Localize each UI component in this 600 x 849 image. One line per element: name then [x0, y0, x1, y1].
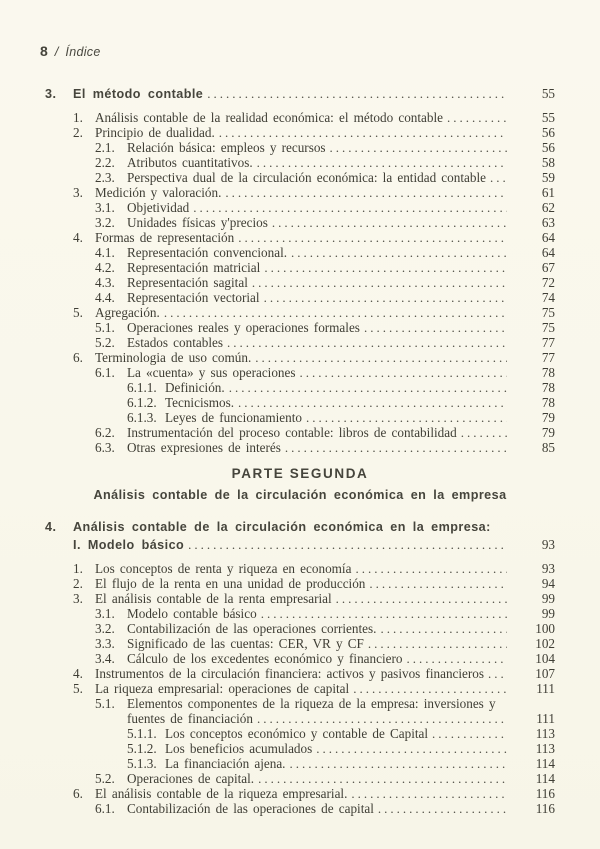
entry-number: 4.: [73, 230, 83, 245]
entry-number: 4.3.: [95, 275, 115, 290]
toc-entry: [95, 320, 555, 335]
dot-leader: [447, 110, 507, 125]
page-ref: 78: [541, 395, 555, 410]
page-ref: 55: [541, 86, 555, 101]
entry-title: Representación sagital: [127, 275, 248, 290]
entry-number: 3.1.: [95, 606, 115, 621]
dot-leader: [353, 681, 507, 696]
entry-title: Cálculo de los excedentes económico y financiero: [127, 651, 403, 666]
toc-entry: [95, 200, 555, 215]
entry-number: 2.: [73, 125, 83, 140]
toc-entry: [73, 125, 555, 140]
dot-leader: [227, 335, 507, 350]
dot-leader: [219, 125, 507, 140]
chapter-number: 3.: [45, 87, 57, 101]
page-ref: 64: [541, 245, 555, 260]
page-ref: 99: [541, 606, 555, 621]
page-ref: 116: [535, 786, 555, 801]
chapter-heading: [45, 85, 555, 103]
page-ref: 107: [535, 666, 555, 681]
entry-title: Contabilización de las operaciones de capital: [127, 801, 374, 816]
toc-entry: [73, 230, 555, 245]
entry-number: 6.: [73, 786, 83, 801]
dot-leader: [257, 711, 507, 726]
page-ref: 93: [541, 561, 555, 576]
toc-entry: [73, 786, 555, 801]
toc-entry: [95, 155, 555, 170]
dot-leader: [355, 561, 507, 576]
entry-number: 6.1.: [95, 801, 115, 816]
entry-title: La financiación ajena.: [165, 756, 286, 771]
entry-title: Contabilización de las operaciones corrientes.: [127, 621, 377, 636]
entry-number: 6.1.2.: [127, 395, 157, 410]
dot-leader: [316, 741, 507, 756]
dot-leader: [207, 85, 507, 102]
entry-title: Atributos cuantitativos.: [127, 155, 253, 170]
entry-title: Objetividad: [127, 200, 190, 215]
toc-entry: [95, 621, 555, 636]
toc-entry: [95, 696, 555, 711]
entry-number: 5.1.1.: [127, 726, 157, 741]
dot-leader: [164, 305, 507, 320]
running-head: [40, 43, 101, 59]
chapter-title: El método contable: [73, 87, 204, 101]
page-ref: 79: [541, 425, 555, 440]
entry-title: Formas de representación: [95, 230, 235, 245]
entry-title: Unidades físicas y'precios: [127, 215, 268, 230]
page-ref: 94: [541, 576, 555, 591]
toc-entry: [73, 350, 555, 365]
page-ref: 77: [541, 350, 555, 365]
part-divider: [0, 465, 600, 503]
entry-title: El análisis contable de la riqueza empresarial.: [95, 786, 348, 801]
toc-entry: [95, 801, 555, 816]
toc-entry: [73, 576, 555, 591]
dot-leader: [432, 726, 507, 741]
chapter-heading-line2: [73, 536, 555, 554]
entry-number: 2.: [73, 576, 83, 591]
page-ref: 102: [535, 636, 555, 651]
toc-entry: [73, 110, 555, 125]
toc-entry: [127, 726, 555, 741]
entry-title: Representación vectorial: [127, 290, 260, 305]
dot-leader: [364, 320, 507, 335]
dot-leader: [461, 425, 507, 440]
entry-title: La riqueza empresarial: operaciones de capital: [95, 681, 350, 696]
page-ref: 104: [535, 651, 555, 666]
entry-title: Agregación.: [95, 305, 160, 320]
page-ref: 59: [541, 170, 555, 185]
dot-leader: [300, 365, 507, 380]
book-section-title: Índice: [65, 45, 101, 59]
toc-entry: [127, 395, 555, 410]
page-ref: 64: [541, 230, 555, 245]
dot-leader: [225, 185, 507, 200]
chapter-title-continuation: I. Modelo básico: [73, 538, 185, 552]
entry-number: 5.2.: [95, 335, 115, 350]
page-ref: 113: [535, 741, 555, 756]
toc-entry: [95, 425, 555, 440]
entry-title: Principio de dualidad.: [95, 125, 215, 140]
entry-title: Los conceptos económico y contable de Capital: [165, 726, 429, 741]
toc-entry: [95, 290, 555, 305]
toc-entry: [95, 651, 555, 666]
entry-number: 3.: [73, 591, 83, 606]
dot-leader: [330, 140, 507, 155]
page-ref: 55: [541, 110, 555, 125]
entry-number: 4.1.: [95, 245, 115, 260]
toc-entry: [73, 305, 555, 320]
chapter-title: Análisis contable de la circulación económica en la empresa:: [73, 520, 491, 534]
toc-entry: [127, 741, 555, 756]
dot-leader: [490, 170, 507, 185]
page-ref: 79: [541, 410, 555, 425]
chapter-number: 4.: [45, 520, 57, 534]
page-ref: 56: [541, 140, 555, 155]
toc-entry: [95, 365, 555, 380]
entry-title-continuation: fuentes de financiación: [127, 711, 253, 726]
page-ref: 75: [541, 305, 555, 320]
page-ref: 113: [535, 726, 555, 741]
page-ref: 100: [535, 621, 555, 636]
entry-number: 2.3.: [95, 170, 115, 185]
entry-number: 4.: [73, 666, 83, 681]
entry-number: 6.: [73, 350, 83, 365]
dot-leader: [264, 260, 507, 275]
dot-leader: [229, 380, 507, 395]
page-ref: 62: [541, 200, 555, 215]
toc-entry: [95, 636, 555, 651]
entry-number: 3.: [73, 185, 83, 200]
toc-entry: [95, 140, 555, 155]
toc-entry-continuation: [127, 711, 555, 726]
part-subtitle: Análisis contable de la circulación económica en la empresa: [93, 488, 507, 502]
dot-leader: [255, 350, 507, 365]
entry-number: 3.3.: [95, 636, 115, 651]
dot-leader: [369, 576, 507, 591]
entry-number: 1.: [73, 110, 83, 125]
entry-number: 3.4.: [95, 651, 115, 666]
page-ref: 77: [541, 335, 555, 350]
chapter-entries: [0, 561, 600, 816]
entry-number: 2.2.: [95, 155, 115, 170]
toc-entry: [95, 215, 555, 230]
dot-leader: [257, 155, 507, 170]
entry-number: 5.1.: [95, 320, 115, 335]
toc-entry: [95, 606, 555, 621]
page-ref: 114: [535, 756, 555, 771]
entry-title: Análisis contable de la realidad económica: el método contable: [95, 110, 444, 125]
entry-title: Relación básica: empleos y recursos: [127, 140, 326, 155]
page-ref: 67: [541, 260, 555, 275]
entry-number: 6.1.1.: [127, 380, 157, 395]
entry-title: El análisis contable de la renta empresarial: [95, 591, 332, 606]
entry-number: 4.2.: [95, 260, 115, 275]
page-ref: 75: [541, 320, 555, 335]
page-ref: 93: [541, 537, 555, 552]
page-ref: 99: [541, 591, 555, 606]
entry-title: Instrumentación del proceso contable: libros de contabilidad: [127, 425, 457, 440]
entry-number: 1.: [73, 561, 83, 576]
toc-entry: [73, 666, 555, 681]
dot-leader: [378, 801, 507, 816]
toc-entry: [127, 380, 555, 395]
toc-entry: [73, 681, 555, 696]
dot-leader: [258, 771, 507, 786]
entry-number: 3.1.: [95, 200, 115, 215]
toc-entry: [95, 260, 555, 275]
toc-entry: [95, 275, 555, 290]
toc-entry: [73, 185, 555, 200]
entry-title: Otras expresiones de interés: [127, 440, 281, 455]
dot-leader: [368, 636, 507, 651]
entry-number: 5.1.2.: [127, 741, 157, 756]
page-ref: 78: [541, 380, 555, 395]
entry-title: Medición y valoración.: [95, 185, 222, 200]
dot-leader: [252, 275, 507, 290]
entry-title: Perspectiva dual de la circulación económica: la entidad contable: [127, 170, 486, 185]
part-title: PARTE SEGUNDA: [231, 466, 369, 481]
entry-number: 2.1.: [95, 140, 115, 155]
toc-entry: [127, 756, 555, 771]
page-ref: 58: [541, 155, 555, 170]
entry-number: 6.1.: [95, 365, 115, 380]
entry-title: El flujo de la renta en una unidad de producción: [95, 576, 366, 591]
entry-title: Los beneficios acumulados: [165, 741, 313, 756]
dot-leader: [306, 410, 507, 425]
entry-title: Operaciones de capital.: [127, 771, 255, 786]
dot-leader: [336, 591, 507, 606]
page-ref: 111: [536, 681, 555, 696]
page-ref: 78: [541, 365, 555, 380]
toc-entry: [95, 440, 555, 455]
page-ref: 85: [541, 440, 555, 455]
page-ref: 111: [536, 711, 555, 726]
toc-entry: [95, 335, 555, 350]
page-ref: 63: [541, 215, 555, 230]
entry-number: 5.: [73, 681, 83, 696]
dot-leader: [351, 786, 507, 801]
dot-leader: [261, 606, 507, 621]
entry-title: Los conceptos de renta y riqueza en economía: [95, 561, 352, 576]
entry-title: La «cuenta» y sus operaciones: [127, 365, 296, 380]
entry-title: Leyes de funcionamiento: [165, 410, 302, 425]
dot-leader: [193, 200, 507, 215]
entry-title: Representación convencional.: [127, 245, 288, 260]
dot-leader: [238, 230, 507, 245]
page-ref: 72: [541, 275, 555, 290]
entry-number: 3.2.: [95, 215, 115, 230]
entry-title: Estados contables: [127, 335, 223, 350]
entry-number: 5.2.: [95, 771, 115, 786]
page-ref: 56: [541, 125, 555, 140]
dot-leader: [380, 621, 507, 636]
chapter-entries: [0, 110, 600, 455]
page-ref: 116: [535, 801, 555, 816]
entry-title: Representación matricial: [127, 260, 261, 275]
entry-number: 3.2.: [95, 621, 115, 636]
entry-title: Significado de las cuentas: CER, VR y CF: [127, 636, 364, 651]
entry-title: Operaciones reales y operaciones formales: [127, 320, 360, 335]
chapter-heading: [45, 519, 555, 536]
page-number: 8: [40, 43, 48, 59]
entry-number: 4.4.: [95, 290, 115, 305]
table-of-contents: [0, 85, 600, 816]
entry-title: Definición.: [165, 380, 225, 395]
dot-leader: [285, 440, 507, 455]
dot-leader: [488, 666, 507, 681]
toc-entry: [95, 771, 555, 786]
dot-leader: [289, 756, 507, 771]
dot-leader: [406, 651, 507, 666]
page-ref: 114: [535, 771, 555, 786]
toc-entry: [95, 245, 555, 260]
dot-leader: [272, 215, 507, 230]
toc-entry: [73, 561, 555, 576]
toc-entry: [73, 591, 555, 606]
entry-title: Modelo contable básico: [127, 606, 257, 621]
dot-leader: [291, 245, 507, 260]
entry-title: Terminologia de uso común.: [95, 350, 252, 365]
header-separator: /: [54, 44, 59, 59]
entry-title: Tecnicismos.: [165, 395, 235, 410]
dot-leader: [264, 290, 507, 305]
entry-number: 5.: [73, 305, 83, 320]
page-ref: 74: [541, 290, 555, 305]
dot-leader: [188, 536, 507, 553]
dot-leader: [238, 395, 507, 410]
entry-number: 6.2.: [95, 425, 115, 440]
toc-entry: [127, 410, 555, 425]
entry-title: Elementos componentes de la riqueza de la empresa: inversiones y: [127, 696, 496, 711]
page-ref: 61: [541, 185, 555, 200]
entry-number: 6.3.: [95, 440, 115, 455]
toc-entry: [95, 170, 555, 185]
entry-title: Instrumentos de la circulación financiera: activos y pasivos financieros: [95, 666, 485, 681]
entry-number: 5.1.3.: [127, 756, 157, 771]
entry-number: 6.1.3.: [127, 410, 157, 425]
entry-number: 5.1.: [95, 696, 115, 711]
